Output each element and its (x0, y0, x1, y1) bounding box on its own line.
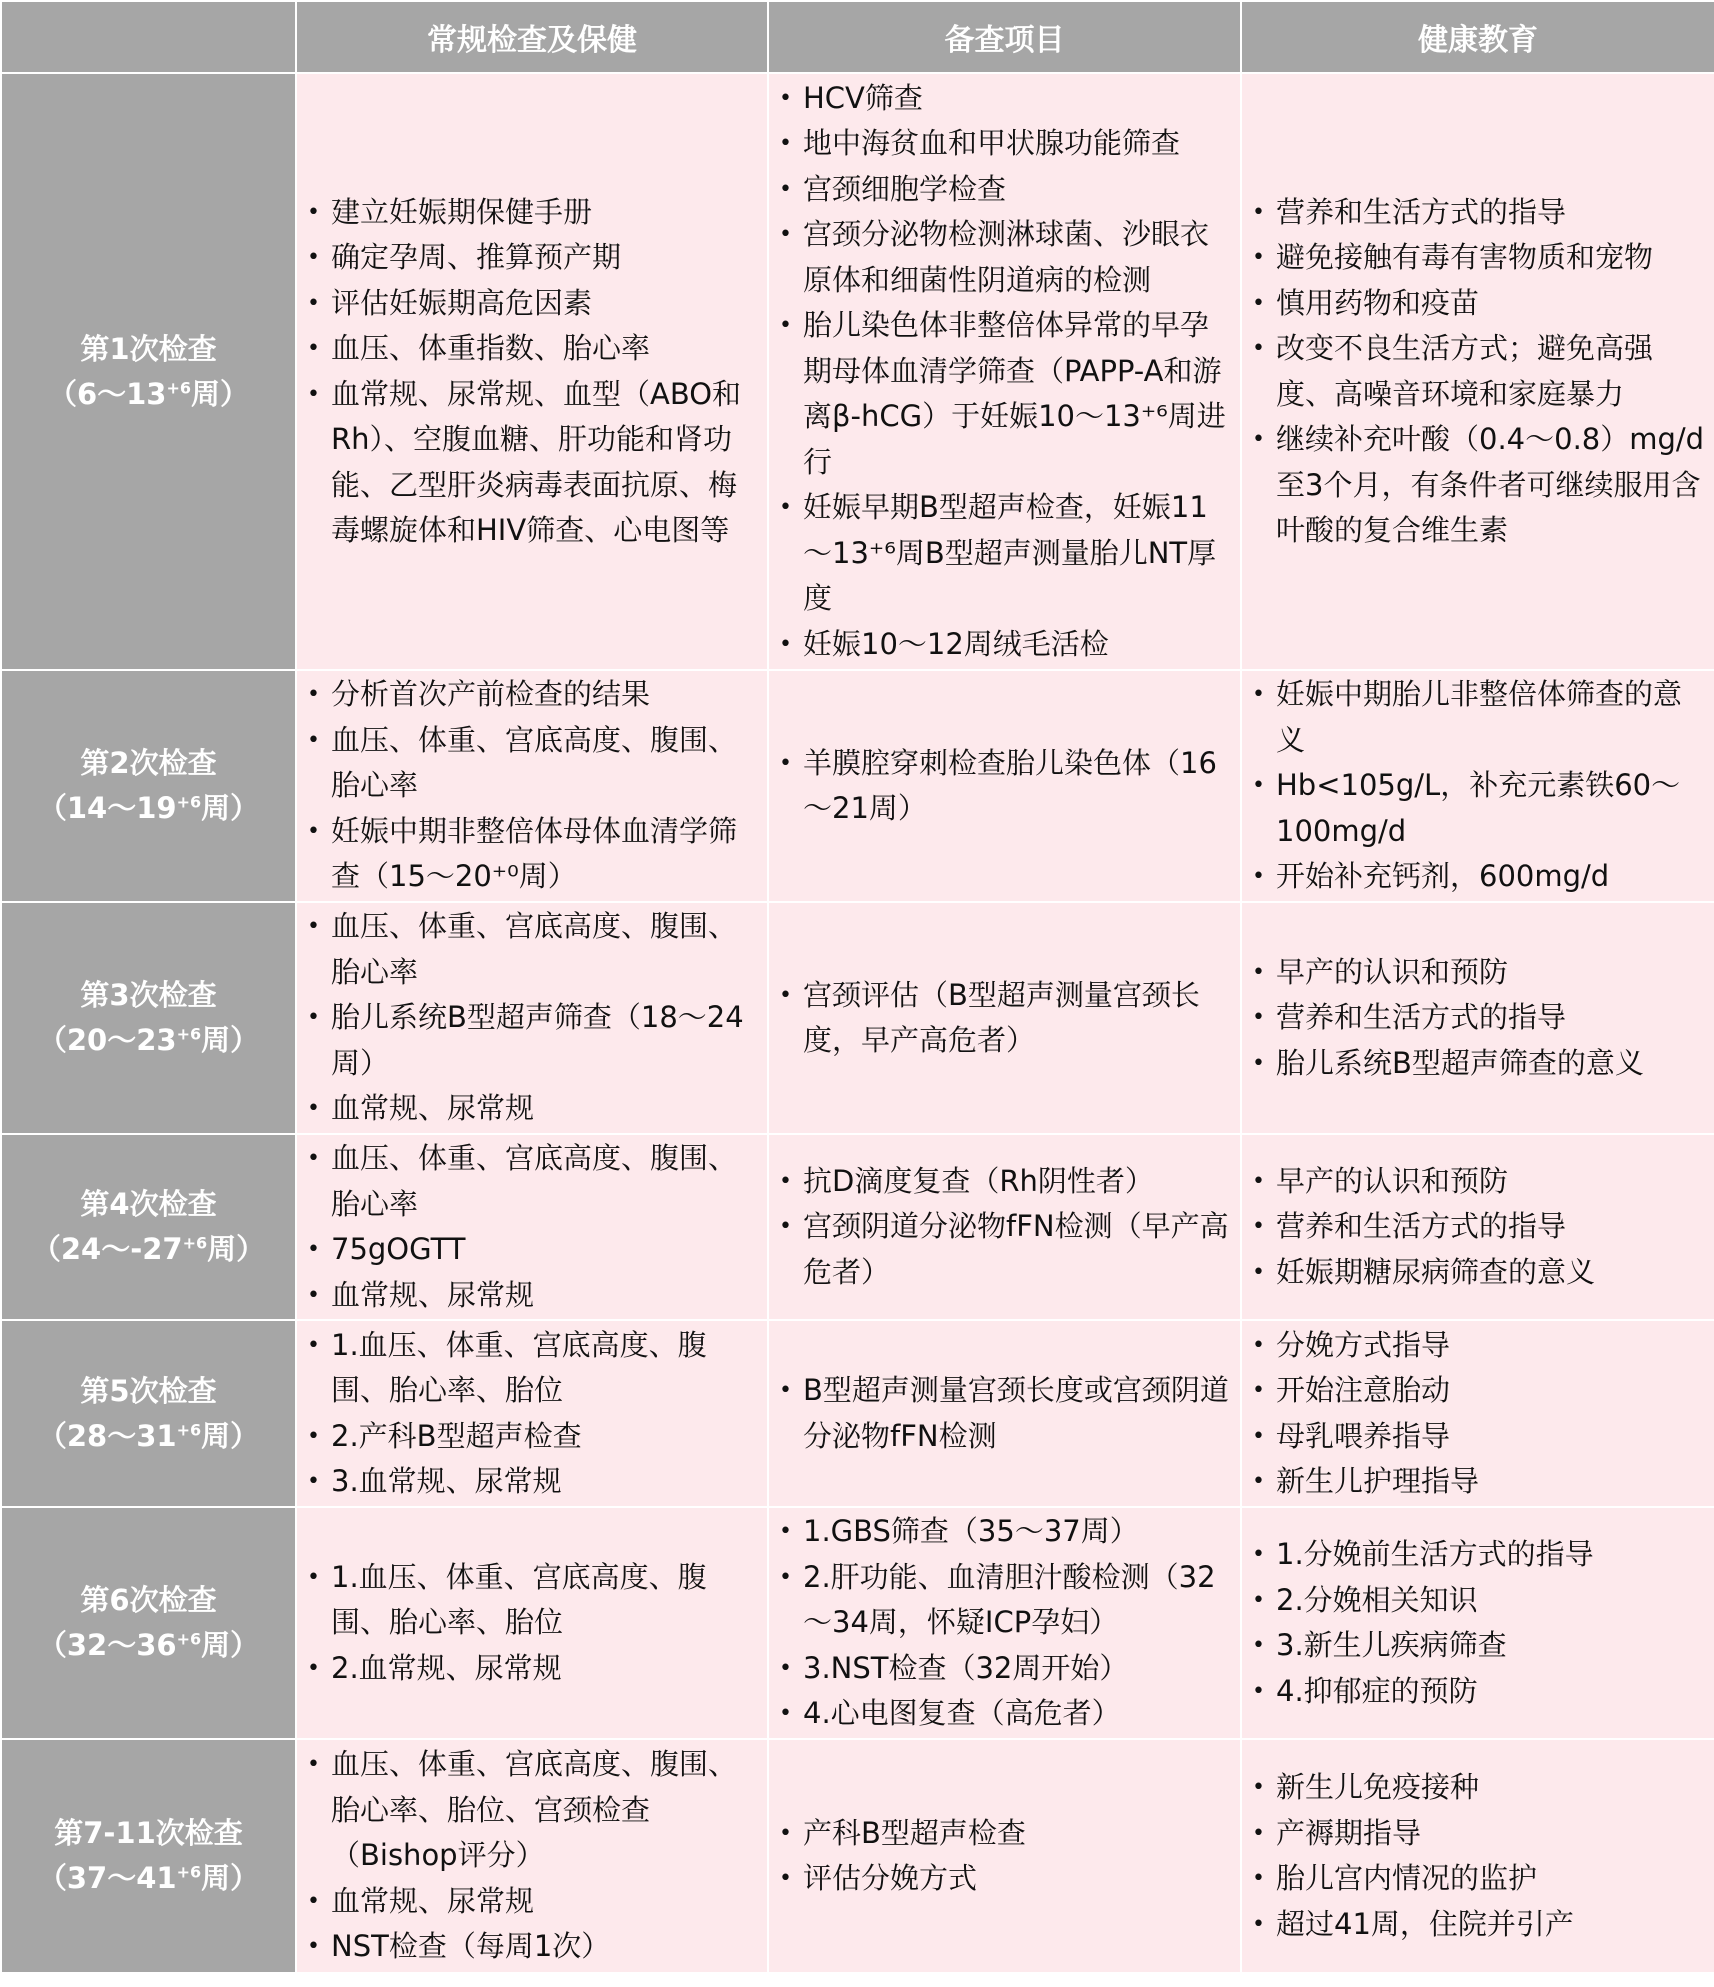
range-unit: 周） (201, 1628, 260, 1662)
range-unit: 周） (191, 376, 250, 411)
list-item: • 胎儿系统B型超声筛查的意义 (1276, 1041, 1708, 1087)
list-item: • 胎儿系统B型超声筛查（18～24周） (331, 995, 761, 1086)
optional-list (775, 76, 1234, 668)
range-sup: +6 (182, 1233, 208, 1253)
list-item: • 3.血常规、尿常规 (331, 1459, 761, 1505)
list-item: • 妊娠早期B型超声检查，妊娠11～13⁺⁶周B型超声测量胎儿NT厚度 (803, 485, 1234, 622)
list-item: • 1.分娩前生活方式的指导 (1276, 1532, 1708, 1578)
list-item: • 胎儿宫内情况的监护 (1276, 1856, 1708, 1902)
header-row (1, 1, 1714, 73)
list-item: • 妊娠10～12周绒毛活检 (803, 622, 1234, 668)
stage-title: 第7-11次检查 (54, 1816, 243, 1850)
list-item: • 2.血常规、尿常规 (331, 1646, 761, 1692)
stage-range (8, 1856, 289, 1901)
education-cell (1241, 1134, 1714, 1320)
range-unit: 周） (201, 1418, 260, 1453)
table-row (1, 1320, 1714, 1507)
optional-cell (768, 1739, 1241, 1973)
list-item: • 确定孕周、推算预产期 (331, 235, 761, 281)
stage-title: 第4次检查 (80, 1187, 217, 1221)
list-item: • 75gOGTT (331, 1227, 761, 1273)
routine-list (303, 1742, 761, 1970)
stage-range (8, 372, 289, 417)
range-unit: 周） (201, 791, 260, 825)
list-item: • 产褥期指导 (1276, 1811, 1708, 1857)
range-start: （14～19 (37, 791, 177, 825)
list-item: • 血压、体重、宫底高度、腹围、胎心率 (331, 1136, 761, 1227)
list-item: • 宫颈评估（B型超声测量宫颈长度，早产高危者） (803, 973, 1234, 1064)
table-row (1, 902, 1714, 1134)
list-item: • 产科B型超声检查 (803, 1811, 1234, 1857)
list-item: • 慎用药物和疫苗 (1276, 281, 1708, 327)
stage-cell (1, 1739, 296, 1973)
list-item: • 超过41周，住院并引产 (1276, 1902, 1708, 1948)
optional-cell (768, 902, 1241, 1134)
header-optional: 备查项目 (768, 1, 1241, 73)
range-start: （32～36 (37, 1628, 177, 1662)
routine-cell (296, 1134, 768, 1320)
education-list (1248, 672, 1708, 900)
routine-list (303, 904, 761, 1132)
range-sup: +6 (176, 1862, 202, 1882)
optional-list (775, 1159, 1234, 1296)
education-list (1248, 1532, 1708, 1714)
optional-list (775, 1811, 1234, 1902)
list-item: • 避免接触有毒有害物质和宠物 (1276, 235, 1708, 281)
list-item: • 3.新生儿疾病筛查 (1276, 1623, 1708, 1669)
education-list (1248, 1765, 1708, 1947)
stage-title: 第5次检查 (80, 1373, 217, 1408)
list-item: • 营养和生活方式的指导 (1276, 1204, 1708, 1250)
table-row (1, 1134, 1714, 1320)
range-sup: +6 (176, 792, 202, 812)
range-unit: 周） (201, 1861, 260, 1895)
stage-title: 第1次检查 (80, 331, 217, 366)
range-start: （28～31 (37, 1418, 177, 1453)
list-item: • 妊娠期糖尿病筛查的意义 (1276, 1250, 1708, 1296)
stage-cell (1, 1507, 296, 1739)
list-item: • 抗D滴度复查（Rh阴性者） (803, 1159, 1234, 1205)
optional-list (775, 1509, 1234, 1737)
routine-list (303, 1555, 761, 1692)
optional-cell (768, 1320, 1241, 1507)
education-cell (1241, 902, 1714, 1134)
stage-range (8, 1414, 289, 1459)
list-item: • 早产的认识和预防 (1276, 950, 1708, 996)
list-item: • 营养和生活方式的指导 (1276, 190, 1708, 236)
optional-cell (768, 1507, 1241, 1739)
routine-cell (296, 73, 768, 670)
list-item: • 早产的认识和预防 (1276, 1159, 1708, 1205)
education-list (1248, 950, 1708, 1087)
list-item: • 地中海贫血和甲状腺功能筛查 (803, 121, 1234, 167)
routine-cell (296, 902, 768, 1134)
header-education: 健康教育 (1241, 1, 1714, 73)
stage-cell (1, 670, 296, 902)
list-item: • 母乳喂养指导 (1276, 1414, 1708, 1460)
list-item: • 新生儿免疫接种 (1276, 1765, 1708, 1811)
stage-range (8, 1623, 289, 1668)
education-cell (1241, 73, 1714, 670)
range-start: （6～13 (47, 376, 167, 411)
list-item: • 血压、体重指数、胎心率 (331, 326, 761, 372)
list-item: • 宫颈分泌物检测淋球菌、沙眼衣原体和细菌性阴道病的检测 (803, 212, 1234, 303)
list-item: • 3.NST检查（32周开始） (803, 1646, 1234, 1692)
routine-list (303, 190, 761, 554)
list-item: • 血常规、尿常规 (331, 1086, 761, 1132)
list-item: • 评估分娩方式 (803, 1856, 1234, 1902)
optional-cell (768, 73, 1241, 670)
list-item: • 宫颈细胞学检查 (803, 167, 1234, 213)
routine-list (303, 1323, 761, 1505)
list-item: • 血常规、尿常规、血型（ABO和Rh）、空腹血糖、肝功能和肾功能、乙型肝炎病毒表面抗原、梅毒螺旋体和HIV筛查、心电图等 (331, 372, 761, 554)
list-item: • 分析首次产前检查的结果 (331, 672, 761, 718)
list-item: • 血压、体重、宫底高度、腹围、胎心率 (331, 718, 761, 809)
list-item: • 建立妊娠期保健手册 (331, 190, 761, 236)
routine-cell (296, 1320, 768, 1507)
list-item: • 开始补充钙剂，600mg/d (1276, 854, 1708, 900)
routine-list (303, 1136, 761, 1318)
list-item: • 新生儿护理指导 (1276, 1459, 1708, 1505)
routine-cell (296, 1739, 768, 1973)
list-item: • 评估妊娠期高危因素 (331, 281, 761, 327)
list-item: • 继续补充叶酸（0.4～0.8）mg/d至3个月，有条件者可继续服用含叶酸的复合维生素 (1276, 417, 1708, 554)
optional-cell (768, 1134, 1241, 1320)
routine-cell (296, 1507, 768, 1739)
list-item: • 血压、体重、宫底高度、腹围、胎心率 (331, 904, 761, 995)
routine-list (303, 672, 761, 900)
range-unit: 周） (207, 1232, 266, 1266)
stage-cell (1, 73, 296, 670)
list-item: • NST检查（每周1次） (331, 1924, 761, 1970)
education-cell (1241, 1739, 1714, 1973)
education-cell (1241, 670, 1714, 902)
optional-cell (768, 670, 1241, 902)
range-sup: +6 (166, 377, 192, 397)
education-list (1248, 1323, 1708, 1505)
range-sup: +6 (176, 1024, 202, 1044)
list-item: • 妊娠中期胎儿非整倍体筛查的意义 (1276, 672, 1708, 763)
list-item: • HCV筛查 (803, 76, 1234, 122)
optional-list (775, 741, 1234, 832)
list-item: • 2.分娩相关知识 (1276, 1578, 1708, 1624)
range-sup: +6 (176, 1629, 202, 1649)
range-start: （24～-27 (31, 1232, 183, 1266)
education-list (1248, 1159, 1708, 1296)
range-start: （37～41 (37, 1861, 177, 1895)
stage-cell (1, 1134, 296, 1320)
list-item: • 血压、体重、宫底高度、腹围、胎心率、胎位、宫颈检查（Bishop评分） (331, 1742, 761, 1879)
stage-title: 第6次检查 (80, 1583, 217, 1617)
list-item: • 妊娠中期非整倍体母体血清学筛查（15～20⁺⁰周） (331, 809, 761, 900)
table-row (1, 1739, 1714, 1973)
routine-cell (296, 670, 768, 902)
list-item: • 改变不良生活方式；避免高强度、高噪音环境和家庭暴力 (1276, 326, 1708, 417)
range-start: （20～23 (37, 1023, 177, 1057)
stage-cell (1, 902, 296, 1134)
range-sup: +6 (176, 1419, 202, 1439)
optional-list (775, 973, 1234, 1064)
header-stage (1, 1, 296, 73)
list-item: • 血常规、尿常规 (331, 1879, 761, 1925)
list-item: • 1.血压、体重、宫底高度、腹围、胎心率、胎位 (331, 1555, 761, 1646)
header-routine: 常规检查及保健 (296, 1, 768, 73)
list-item: • 营养和生活方式的指导 (1276, 995, 1708, 1041)
table-row (1, 1507, 1714, 1739)
education-list (1248, 190, 1708, 554)
list-item: • 4.抑郁症的预防 (1276, 1669, 1708, 1715)
list-item: • 开始注意胎动 (1276, 1368, 1708, 1414)
stage-range (8, 1227, 289, 1272)
list-item: • 2.肝功能、血清胆汁酸检测（32～34周，怀疑ICP孕妇） (803, 1555, 1234, 1646)
stage-title: 第2次检查 (80, 746, 217, 780)
table-row (1, 670, 1714, 902)
list-item: • Hb<105g/L，补充元素铁60～100mg/d (1276, 763, 1708, 854)
education-cell (1241, 1507, 1714, 1739)
list-item: • 分娩方式指导 (1276, 1323, 1708, 1369)
list-item: • 血常规、尿常规 (331, 1273, 761, 1319)
optional-list (775, 1368, 1234, 1459)
stage-title: 第3次检查 (80, 978, 217, 1012)
list-item: • 1.GBS筛查（35～37周） (803, 1509, 1234, 1555)
list-item: • 羊膜腔穿刺检查胎儿染色体（16～21周） (803, 741, 1234, 832)
list-item: • 1.血压、体重、宫底高度、腹围、胎心率、胎位 (331, 1323, 761, 1414)
education-cell (1241, 1320, 1714, 1507)
list-item: • 2.产科B型超声检查 (331, 1414, 761, 1460)
list-item: • 4.心电图复查（高危者） (803, 1691, 1234, 1737)
list-item: • 宫颈阴道分泌物fFN检测（早产高危者） (803, 1204, 1234, 1295)
stage-range (8, 786, 289, 831)
stage-cell (1, 1320, 296, 1507)
range-unit: 周） (201, 1023, 260, 1057)
list-item: • B型超声测量宫颈长度或宫颈阴道分泌物fFN检测 (803, 1368, 1234, 1459)
list-item: • 胎儿染色体非整倍体异常的早孕期母体血清学筛查（PAPP-A和游离β-hCG）于妊娠10～13⁺⁶周进行 (803, 303, 1234, 485)
table-row (1, 73, 1714, 670)
stage-range (8, 1018, 289, 1063)
